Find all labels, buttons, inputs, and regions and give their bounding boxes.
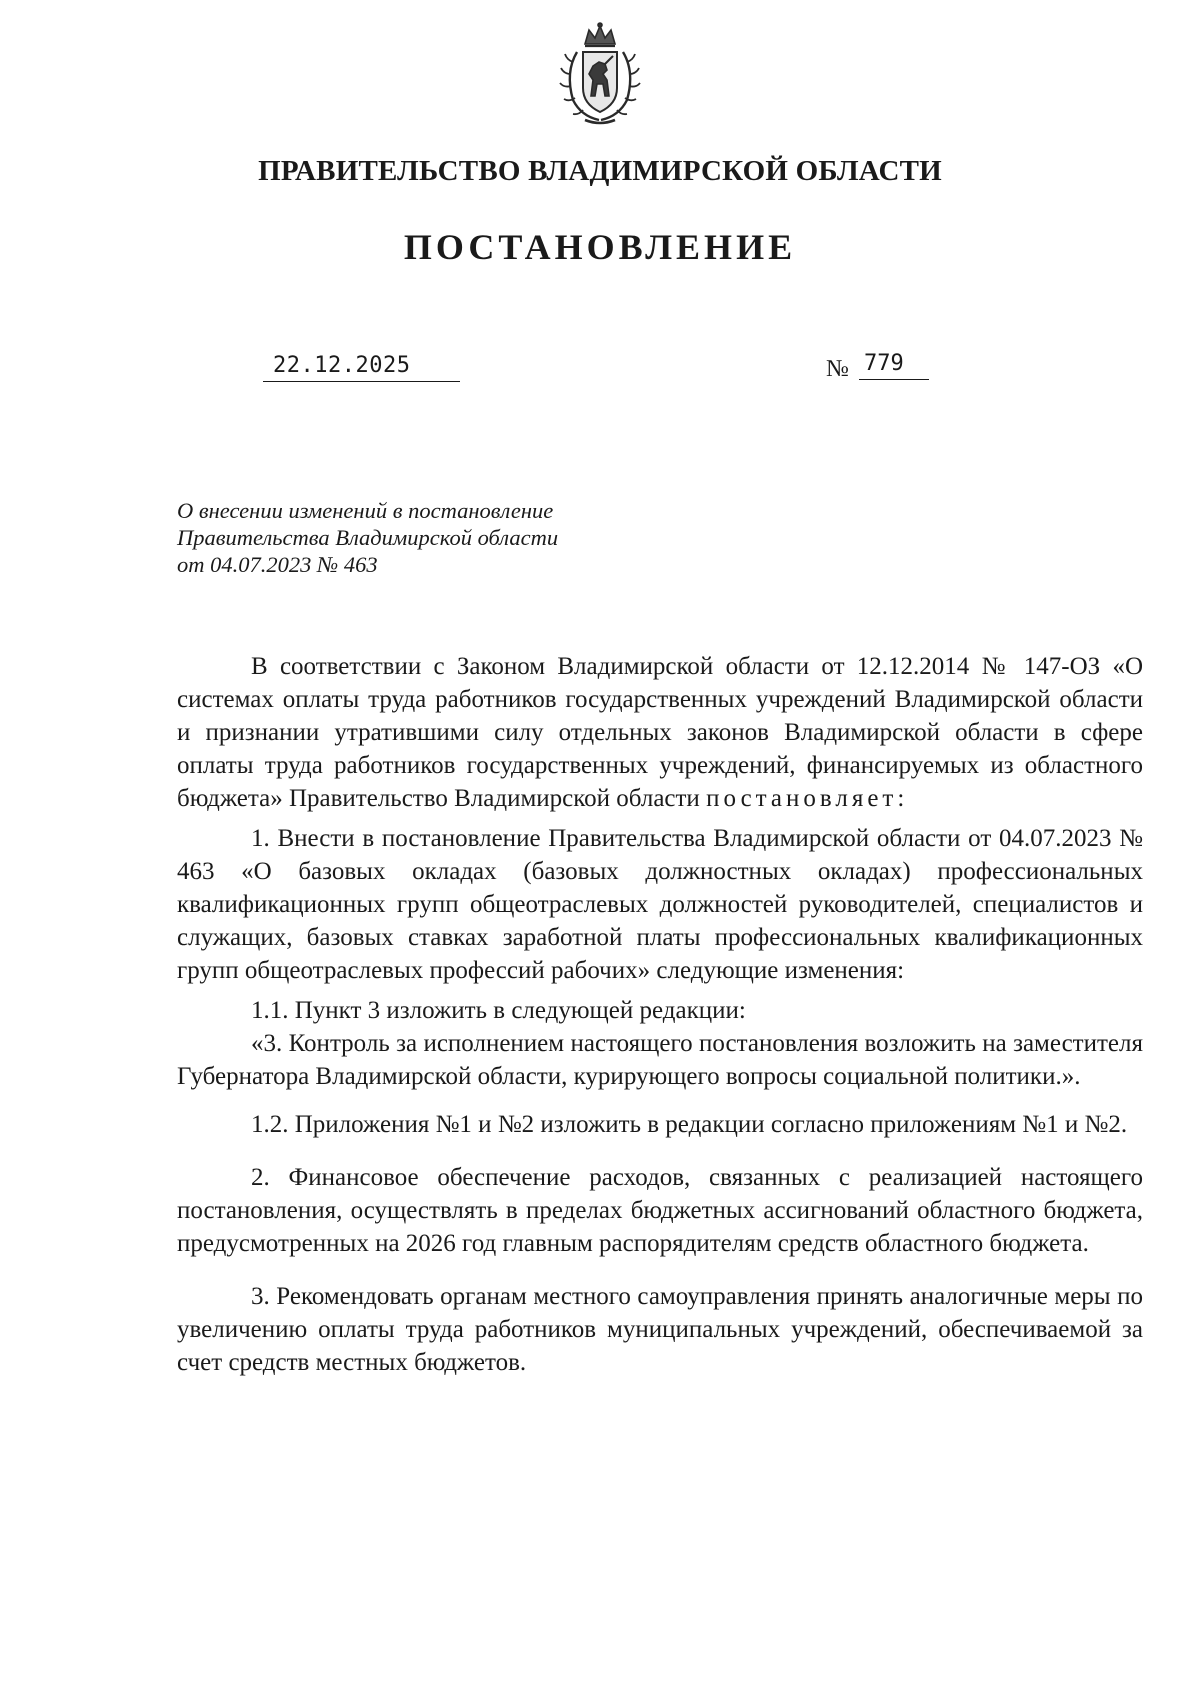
paragraph-1: 1. Внести в постановление Правительства Владимирской области от 04.07.2023 № 463 «О базовых окладах (базовых должностных окладах) профессиональных квалификационных групп общеотраслевых должностей руководителей, специалистов и служащих, базовых ставках заработной платы профессиональных квалификационных групп общеотраслевых профессий рабочих» следующие изменения: [177, 825, 1143, 984]
paragraph-3: 3. Рекомендовать органам местного самоуправления принять аналогичные меры по увеличению оплаты труда работников муниципальных учреждений, обеспечиваемой за счет средств местных бюджетов. [177, 1283, 1143, 1376]
subject-line: Правительства Владимирской области [177, 525, 559, 550]
coat-of-arms-emblem [547, 22, 653, 128]
paragraph-2: 2. Финансовое обеспечение расходов, связанных с реализацией настоящего постановления, осуществлять в пределах бюджетных ассигнований областного бюджета, предусмотренных на 2026 год главным распорядителям средств областного бюджета. [177, 1164, 1143, 1257]
document-date-field [263, 347, 460, 382]
document-date: 22.12.2025 [273, 353, 411, 378]
subject-line: от 04.07.2023 № 463 [177, 552, 378, 577]
document-body [177, 650, 1143, 1379]
document-type-title: ПОСТАНОВЛЕНИЕ [403, 227, 797, 267]
number-sign: № [826, 356, 849, 382]
document-number-field [859, 344, 929, 380]
preamble-paragraph [177, 650, 1143, 815]
government-title: ПРАВИТЕЛЬСТВО ВЛАДИМИРСКОЙ ОБЛАСТИ [258, 155, 942, 187]
paragraph-1-1-quote: «3. Контроль за исполнением настоящего постановления возложить на заместителя Губернатора Владимирской области, курирующего вопросы социальной политики.». [177, 1030, 1143, 1090]
preamble-text: В соответствии с Законом Владимирской области от 12.12.2014 № 147-ОЗ «О системах оплаты труда работников государственных учреждений Владимирской области и признании утратившими силу отдельных законов Владимирской области в сфере оплаты труда работников государственных учреждений, финансируемых из областного бюджета» Правительство Владимирской области [177, 653, 1143, 812]
subject-line: О внесении изменений в постановление [177, 498, 554, 523]
paragraph-1-1: 1.1. Пункт 3 изложить в следующей редакции: [251, 997, 746, 1024]
paragraph-1-2: 1.2. Приложения №1 и №2 изложить в редакции согласно приложениям №1 и №2. [251, 1111, 1128, 1138]
document-number: 779 [864, 351, 904, 376]
document-subject [177, 497, 558, 578]
resolves-word: постановляет: [706, 785, 909, 812]
